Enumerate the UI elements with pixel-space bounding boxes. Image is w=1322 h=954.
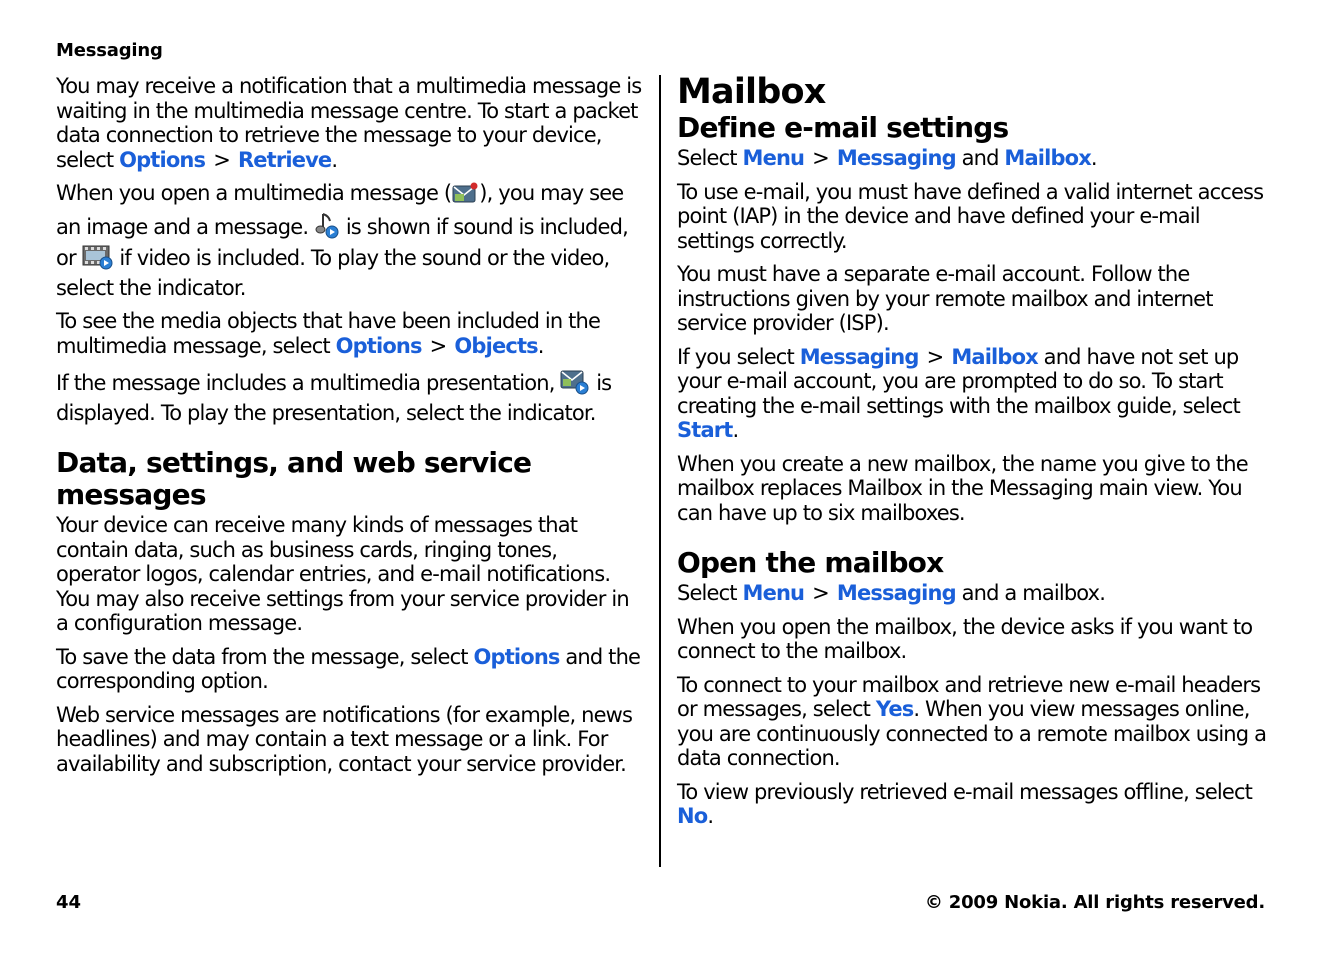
menu-separator: > bbox=[213, 147, 230, 172]
paragraph-iap: To use e-mail, you must have defined a valid internet access point (IAP) in the device and have defined your e-mail settings correctly. bbox=[677, 179, 1264, 253]
paragraph-select-open: Select Menu > Messaging and a mailbox. bbox=[677, 581, 1106, 605]
paragraph-offline: To view previously retrieved e-mail messages offline, select No. bbox=[677, 779, 1253, 828]
link-messaging[interactable]: Messaging bbox=[836, 146, 956, 170]
video-indicator-icon[interactable] bbox=[82, 244, 114, 276]
heading-data-settings: Data, settings, and web service messages bbox=[56, 446, 532, 511]
link-start[interactable]: Start bbox=[677, 418, 733, 442]
menu-separator: > bbox=[429, 333, 447, 358]
paragraph-select-mailbox: Select Menu > Messaging and Mailbox. bbox=[677, 146, 1097, 170]
link-menu[interactable]: Menu bbox=[742, 581, 805, 605]
page-title: Mailbox bbox=[677, 72, 826, 112]
menu-separator: > bbox=[926, 344, 944, 369]
paragraph-mailbox-guide: If you select Messaging > Mailbox and have not set up your e-mail account, you are prompted to do so. To start creating the e-mail settings with the mailbox guide, select Start. bbox=[677, 344, 1240, 442]
paragraph-connect-online: To connect to your mailbox and retrieve new e-mail headers or messages, select Yes. When you view messages online, you are continuously connected to a remote mailbox using a data connection. bbox=[677, 672, 1267, 770]
copyright-notice: © 2009 Nokia. All rights reserved. bbox=[924, 892, 1265, 913]
paragraph-open-multimedia: When you open a multimedia message ( ), you may see an image and a message. is shown if sound is included, or if video is included. To play the sound or the video, select the indicator. bbox=[56, 181, 628, 300]
link-mailbox[interactable]: Mailbox bbox=[1004, 146, 1091, 170]
link-menu[interactable]: Menu bbox=[742, 146, 805, 170]
column-divider bbox=[659, 75, 661, 867]
running-header: Messaging bbox=[56, 40, 163, 61]
heading-open-mailbox: Open the mailbox bbox=[677, 546, 944, 579]
link-objects[interactable]: Objects bbox=[454, 333, 538, 358]
paragraph-notification: You may receive a notification that a multimedia message is waiting in the multimedia message centre. To start a packet data connection to retrieve the message to your device, select Options > Retrieve. bbox=[56, 74, 642, 172]
link-options[interactable]: Options bbox=[335, 333, 422, 358]
mms-message-icon bbox=[451, 181, 479, 211]
link-messaging[interactable]: Messaging bbox=[799, 344, 919, 369]
menu-separator: > bbox=[812, 581, 829, 605]
right-column bbox=[677, 74, 1269, 838]
paragraph-new-mailbox: When you create a new mailbox, the name you give to the mailbox replaces Mailbox in the Messaging main view. You can have up to six mailboxes. bbox=[677, 451, 1248, 525]
link-retrieve[interactable]: Retrieve bbox=[237, 147, 332, 172]
link-options[interactable]: Options bbox=[119, 147, 206, 172]
paragraph-save-data: To save the data from the message, select Options and the corresponding option. bbox=[56, 644, 641, 693]
link-yes[interactable]: Yes bbox=[875, 697, 914, 721]
paragraph-connect-prompt: When you open the mailbox, the device asks if you want to connect to the mailbox. bbox=[677, 614, 1253, 663]
paragraph-account: You must have a separate e-mail account. Follow the instructions given by your remote mailbox and internet service provider (ISP). bbox=[677, 262, 1213, 335]
menu-separator: > bbox=[812, 146, 829, 170]
page-number: 44 bbox=[56, 892, 82, 913]
left-column bbox=[56, 74, 646, 785]
link-no[interactable]: No bbox=[677, 804, 708, 828]
paragraph-media-objects: To see the media objects that have been included in the multimedia message, select Options > Objects. bbox=[56, 309, 601, 358]
link-messaging[interactable]: Messaging bbox=[836, 581, 956, 605]
sound-indicator-icon[interactable] bbox=[314, 211, 340, 245]
paragraph-presentation: If the message includes a multimedia presentation, is displayed. To play the presentation, select the indicator. bbox=[56, 367, 646, 425]
presentation-indicator-icon[interactable] bbox=[560, 367, 590, 401]
link-options[interactable]: Options bbox=[473, 644, 560, 669]
paragraph-web-service: Web service messages are notifications (for example, news headlines) and may contain a text message or a link. For availability and subscription, contact your service provider. bbox=[56, 702, 633, 776]
heading-define-email: Define e-mail settings bbox=[677, 111, 1009, 144]
link-mailbox[interactable]: Mailbox bbox=[951, 344, 1038, 369]
paragraph-data-messages: Your device can receive many kinds of messages that contain data, such as business cards, ringing tones, operator logos, calendar entries, and e-mail notifications. You may also receive settings from your service provider in a configuration message. bbox=[56, 513, 629, 635]
